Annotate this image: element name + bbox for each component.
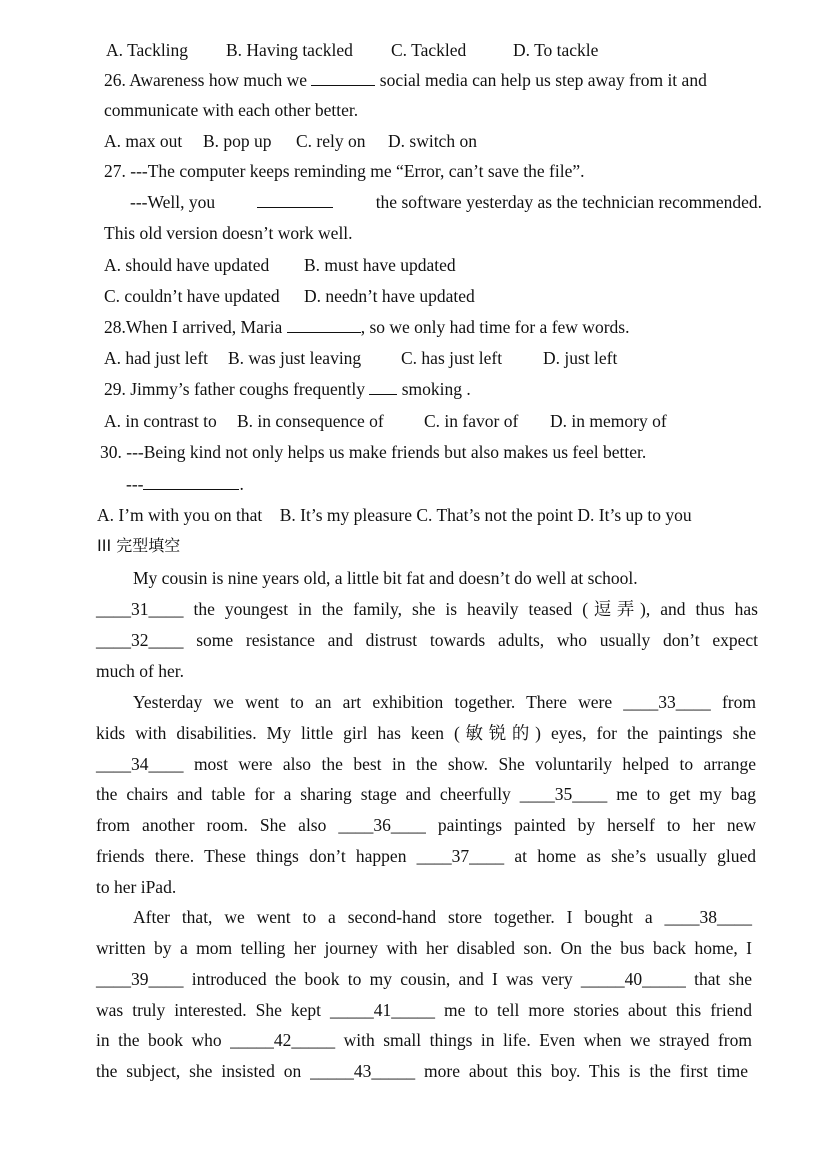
q25-option-d: D. To tackle: [513, 40, 599, 60]
q25-options: [106, 39, 598, 61]
cloze-p2-line-4: the chairs and table for a sharing stage and cheerfully ____35____ me to get my bag: [96, 784, 756, 804]
q27-option-d: D. needn’t have updated: [304, 286, 475, 306]
q30-line-1: 30. ---Being kind not only helps us make friends but also makes us feel better.: [100, 442, 647, 462]
q28-blank: [287, 316, 361, 333]
q25-option-c: C. Tackled: [391, 40, 467, 60]
cloze-p1-line-1: [133, 567, 758, 589]
cloze-p3-line-2: written by a mom telling her journey with her disabled son. On the bus back home, I: [96, 938, 752, 958]
q29-options: [104, 410, 667, 432]
cloze-p2-line-5: from another room. She also ____36____ paintings painted by herself to her new: [96, 815, 756, 835]
q29-option-a: A. in contrast to: [104, 411, 217, 431]
q27-line-2: [130, 191, 762, 213]
cloze-p2-line-6: friends there. These things don’t happen ____37____ at home as she’s usually glued: [96, 846, 756, 866]
q26-option-d: D. switch on: [388, 131, 477, 151]
q30-blank: [143, 473, 239, 490]
q29-question: [104, 378, 471, 400]
q29-blank: [369, 378, 397, 395]
q30-line-2: [126, 473, 244, 495]
q29-option-b: B. in consequence of: [237, 411, 384, 431]
q26-option-c: C. rely on: [296, 131, 366, 151]
q28-question: [104, 316, 629, 338]
q26-line-2: communicate with each other better.: [104, 100, 359, 120]
q28-options: [104, 347, 617, 369]
q27-line-3: This old version doesn’t work well.: [104, 223, 353, 243]
q25-option-a: A. Tackling: [106, 40, 189, 60]
q28-text-pre: 28.When I arrived, Maria: [104, 317, 283, 337]
q26-text-pre: 26. Awareness how much we: [104, 70, 308, 90]
section-3-title: III 完型填空: [97, 536, 181, 555]
q29-text-pre: 29. Jimmy’s father coughs frequently: [104, 379, 365, 399]
cloze-p3-line-6: the subject, she insisted on _____43_____ more about this boy. This is the first time: [96, 1061, 748, 1081]
cloze-p2-line-3: ____34____ most were also the best in the show. She voluntarily helped to arrange: [96, 754, 756, 774]
q28-option-d: D. just left: [543, 348, 618, 368]
q27-option-c: C. couldn’t have updated: [104, 286, 280, 306]
q28-text-post: , so we only had time for a few words.: [360, 317, 630, 337]
q27-options-row-1: [104, 254, 456, 276]
q29-option-c: C. in favor of: [424, 411, 519, 431]
q27-options-row-2: [104, 285, 475, 307]
q27-text-pre: ---Well, you: [130, 192, 216, 212]
q30-period: .: [239, 474, 244, 494]
q26-line-1: [104, 69, 707, 91]
q29-text-post: smoking .: [401, 379, 471, 399]
q29-option-d: D. in memory of: [550, 411, 667, 431]
cloze-p3-line-1: After that, we went to a second-hand store together. I bought a ____38____: [133, 907, 752, 927]
q27-blank: [257, 191, 333, 208]
q28-option-a: A. had just left: [104, 348, 209, 368]
cloze-p3-line-4: was truly interested. She kept _____41_____ me to tell more stories about this friend: [96, 1000, 752, 1020]
q26-blank: [311, 69, 375, 86]
q28-option-b: B. was just leaving: [228, 348, 362, 368]
q30-options: A. I’m with you on that B. It’s my pleasure C. That’s not the point D. It’s up to you: [97, 505, 692, 525]
cloze-text: My cousin is nine years old, a little bit fat and doesn’t do well at school.: [133, 568, 638, 588]
cloze-p1-line-3: ____32____ some resistance and distrust towards adults, who usually don’t expect: [96, 630, 758, 650]
q26-option-a: A. max out: [104, 131, 183, 151]
cloze-p2-line-1: Yesterday we went to an art exhibition together. There were ____33____ from: [133, 692, 756, 712]
cloze-p1-line-2: ____31____ the youngest in the family, she is heavily teased (逗弄), and thus has: [96, 599, 758, 619]
cloze-p2-line-2: kids with disabilities. My little girl has keen (敏锐的) eyes, for the paintings she: [96, 723, 756, 743]
q27-line-1: 27. ---The computer keeps reminding me “Error, can’t save the file”.: [104, 161, 585, 181]
q26-option-b: B. pop up: [203, 131, 272, 151]
q27-text-post: the software yesterday as the technician recommended.: [375, 192, 762, 212]
q26-text-post: social media can help us step away from it and: [379, 70, 707, 90]
cloze-p2-line-7: to her iPad.: [96, 877, 177, 897]
q30-dashes: ---: [126, 474, 144, 494]
q25-option-b: B. Having tackled: [226, 40, 353, 60]
q26-options: [104, 130, 477, 152]
cloze-p1-line-4: much of her.: [96, 661, 184, 681]
q27-option-a: A. should have updated: [104, 255, 270, 275]
cloze-p3-line-3: ____39____ introduced the book to my cousin, and I was very _____40_____ that she: [96, 969, 752, 989]
cloze-p3-line-5: in the book who _____42_____ with small things in life. Even when we strayed from: [96, 1030, 752, 1050]
q27-option-b: B. must have updated: [304, 255, 456, 275]
q28-option-c: C. has just left: [401, 348, 503, 368]
